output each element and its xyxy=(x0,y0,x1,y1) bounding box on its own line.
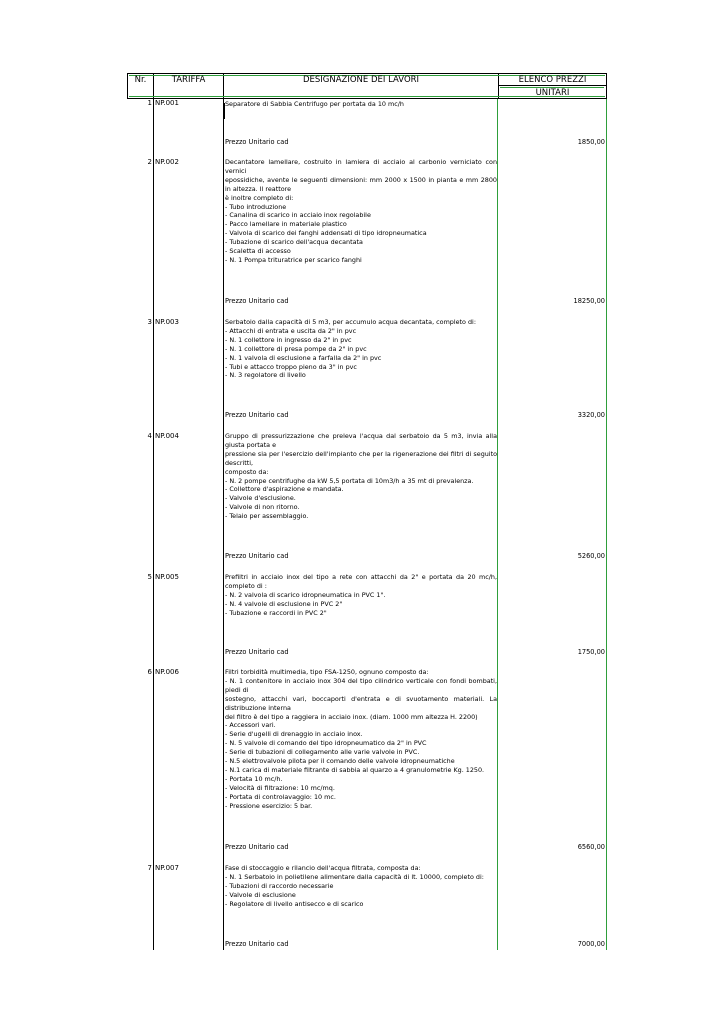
row-3-description: Serbatoio dalla capacità di 5 m3, per accumulo acqua decantata, completo di: - Attacchi di entrata e uscita da 2" in pvc - N. 1 collettore in ingresso da 2" in pvc - N. 1 collettore di presa pompe da 2" in pvc - N. 1 valvola di esclusione a farfalla da 2" in pvc - Tubi e attacco troppo pieno da 3" in pvc - N. 3 regolatore di livello xyxy=(225,318,476,380)
row-3-code: NP.003 xyxy=(155,318,179,326)
row-6-price: 6560,00 xyxy=(577,843,605,851)
row-5-nr: 5 xyxy=(147,573,152,581)
row-4-price: 5260,00 xyxy=(577,552,605,560)
row-2-price: 18250,00 xyxy=(573,297,605,305)
row-4-code: NP.004 xyxy=(155,432,179,440)
header-right-border xyxy=(606,73,607,99)
header-elenco-prezzi: ELENCO PREZZI xyxy=(518,75,587,85)
row-5-price-label: Prezzo Unitario cad xyxy=(225,648,289,656)
row-7-description: Fase di stoccaggio e rilancio dell'acqua filtrata, composta da: - N. 1 Serbatoio in polietilene alimentare dalla capacità di lt. 10000, completo di: - Tubazioni di raccordo necessarie - Valvole di esclusione - Regolatore di livello antisecco e di scarico xyxy=(225,864,484,908)
row-1-nr: 1 xyxy=(147,99,152,107)
row-4-price-label: Prezzo Unitario cad xyxy=(225,552,289,560)
row-3-price-label: Prezzo Unitario cad xyxy=(225,411,289,419)
row-5-description: Prefiltri in acciaio inox del tipo a rete con attacchi da 2" e portata da 20 mc/h, completo di : - N. 2 valvola di scarico idropneumatica in PVC 1". - N. 4 valvole di esclusione in PVC 2" - Tubazione e raccordi in PVC 2" xyxy=(225,573,497,617)
body-col-line-4 xyxy=(606,99,607,950)
row-4-nr: 4 xyxy=(147,432,152,440)
row-2-code: NP.002 xyxy=(155,158,179,166)
row-7-code: NP.007 xyxy=(155,864,179,872)
row-3-nr: 3 xyxy=(147,318,152,326)
row-1-description: Separatore di Sabbia Centrifugo per portata da 10 mc/h xyxy=(225,100,404,108)
row-4-description: Gruppo di pressurizzazione che preleva l'acqua dal serbatoio da 5 m3, invia alla giusta portata e pressione sia per l'esercizio dell'impianto che per la rigenerazione dei filtri di seguito descritti, composto da: - N. 2 pompe centrifughe da kW 5,5 portata di 10m3/h a 35 mt di prevalenza. - Collettore d'aspirazione e mandata. - Valvole d'esclusione. - Valvole di non ritorno. - Telaio per assemblaggio. xyxy=(225,432,497,521)
body-col-line-2 xyxy=(223,99,224,950)
header-designazione: DESIGNAZIONE DEI LAVORI xyxy=(302,75,420,85)
row-6-code: NP.006 xyxy=(155,668,179,676)
row-1-code: NP.001 xyxy=(155,99,179,107)
row-2-price-label: Prezzo Unitario cad xyxy=(225,297,289,305)
header-tariffa: TARIFFA xyxy=(171,75,206,85)
row-7-nr: 7 xyxy=(147,864,152,872)
row-6-nr: 6 xyxy=(147,668,152,676)
row-1-price: 1850,00 xyxy=(577,138,605,146)
row-6-price-label: Prezzo Unitario cad xyxy=(225,843,289,851)
row-3-price: 3320,00 xyxy=(577,411,605,419)
row-2-description: Decantatore lamellare, costruito in lamiera di acciaio al carbonio verniciato con vernici epossidiche, avente le seguenti dimensioni: mm 2000 x 1500 in pianta e mm 2800 in altezza. Il reattore è inoltre completo di: - Tubo introduzione - Canalina di scarico in acciaio inox regolabile - Pacco lamellare in materiale plastico - Valvola di scarico dei fanghi addensati di tipo idropneumatica - Tubazione di scarico dell'acqua decantata - Scaletta di accesso - N. 1 Pompa trituratrice per scarico fanghi xyxy=(225,158,497,264)
header-nr: Nr. xyxy=(134,75,147,85)
row-7-price: 7000,00 xyxy=(577,940,605,948)
row-7-price-label: Prezzo Unitario cad xyxy=(225,940,289,948)
header-unitari: UNITARI xyxy=(535,88,570,98)
row-5-price: 1750,00 xyxy=(577,648,605,656)
row-5-code: NP.005 xyxy=(155,573,179,581)
row-2-nr: 2 xyxy=(147,158,152,166)
row-6-description: Filtri torbidità multimedia, tipo FSA-1250, ognuno composto da: - N. 1 contenitore in acciaio inox 304 del tipo cilindrico verticale con fondi bombati, piedi di sostegno, attacchi vari, boccaporti d'entrata e di svuotamento materiali. La distribuzione interna del filtro è del tipo a raggiera in acciaio inox. (diam. 1000 mm altezza H. 2200) - Accessori vari. - Serie d'ugelli di drenaggio in acciaio inox. - N. 5 valvole di comando del tipo idropneumatico da 2" in PVC - Serie di tubazioni di collegamento alle varie valvole in PVC. - N.5 elettrovalvole pilota per il comando delle valvole idropneumatiche - N.1 carica di materiale filtrante di sabbia al quarzo a 4 granulometrie Kg. 1250. - Portata 10 mc/h. - Velocità di filtrazione: 10 mc/mq. - Portata di controlavaggio: 10 mc. - Pressione esercizio: 5 bar. xyxy=(225,668,497,810)
row-1-price-label: Prezzo Unitario cad xyxy=(225,138,289,146)
body-col-line-1 xyxy=(153,99,154,950)
body-col-line-3 xyxy=(497,99,498,950)
